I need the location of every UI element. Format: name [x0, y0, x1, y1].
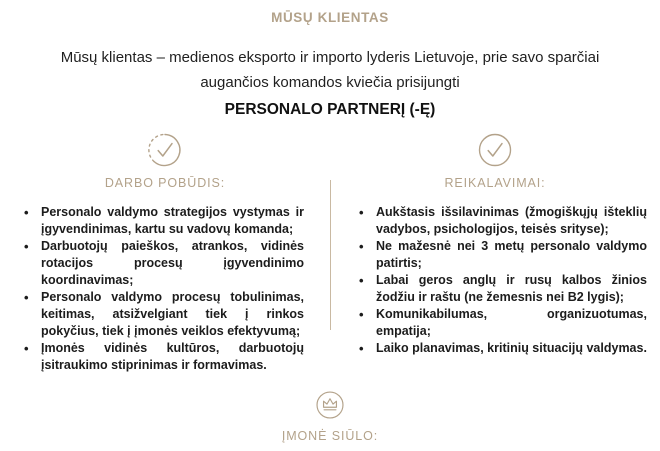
list-item: • Personalo valdymo strategijos vystymas ir įgyvendinimas, kartu su vadovų komanda; [22, 204, 304, 238]
duties-heading: DARBO POBŪDIS: [104, 176, 226, 190]
column-requirements [330, 130, 660, 374]
position-title: PERSONALO PARTNERĮ (-Ę) [224, 101, 436, 118]
job-ad-document [0, 10, 660, 451]
offer-heading: ĮMONĖ SIŪLO: [281, 429, 379, 443]
list-item: • Darbuotojų paieškos, atrankos, vidinės rotacijos procesų įgyvendinimo koordinavimas; [22, 238, 304, 289]
check-circle-dashed-icon [145, 130, 185, 170]
list-item: • Komunikabilumas, organizuotumas, empatija; [357, 306, 647, 340]
list-item: • Personalo valdymo procesų tobulinimas, keitimas, atsižvelgiant tiek į rinkos pokyčius, tiek į įmonės veiklos efektyvumą; [22, 289, 304, 340]
crown-circle-icon [313, 388, 347, 422]
list-item: • Aukštasis išsilavinimas (žmogiškųjų išteklių vadybos, psichologijos, teisės srityse); [357, 204, 647, 238]
two-column-section [0, 130, 660, 374]
check-circle-icon [475, 130, 515, 170]
list-item: • Ne mažesnė nei 3 metų personalo valdymo patirtis; [357, 238, 647, 272]
duties-list [22, 204, 304, 374]
list-item: • Laiko planavimas, kritinių situacijų valdymas. [357, 340, 647, 357]
offer-section [0, 388, 660, 443]
column-divider [330, 180, 331, 330]
requirements-list [357, 204, 647, 357]
intro-paragraph: Mūsų klientas – medienos eksporto ir importo lyderis Lietuvoje, prie savo sparčiai augančios komandos kviečia prisijungti [60, 49, 600, 91]
list-item: • Įmonės vidinės kultūros, darbuotojų įsitraukimo stiprinimas ir formavimas. [22, 340, 304, 374]
requirements-heading: REIKALAVIMAI: [444, 176, 546, 190]
list-item: • Labai geros anglų ir rusų kalbos žinios žodžiu ir raštu (ne žemesnis nei B2 lygis); [357, 272, 647, 306]
column-duties [0, 130, 330, 374]
page-title: MŪSŲ KLIENTAS [271, 10, 389, 25]
